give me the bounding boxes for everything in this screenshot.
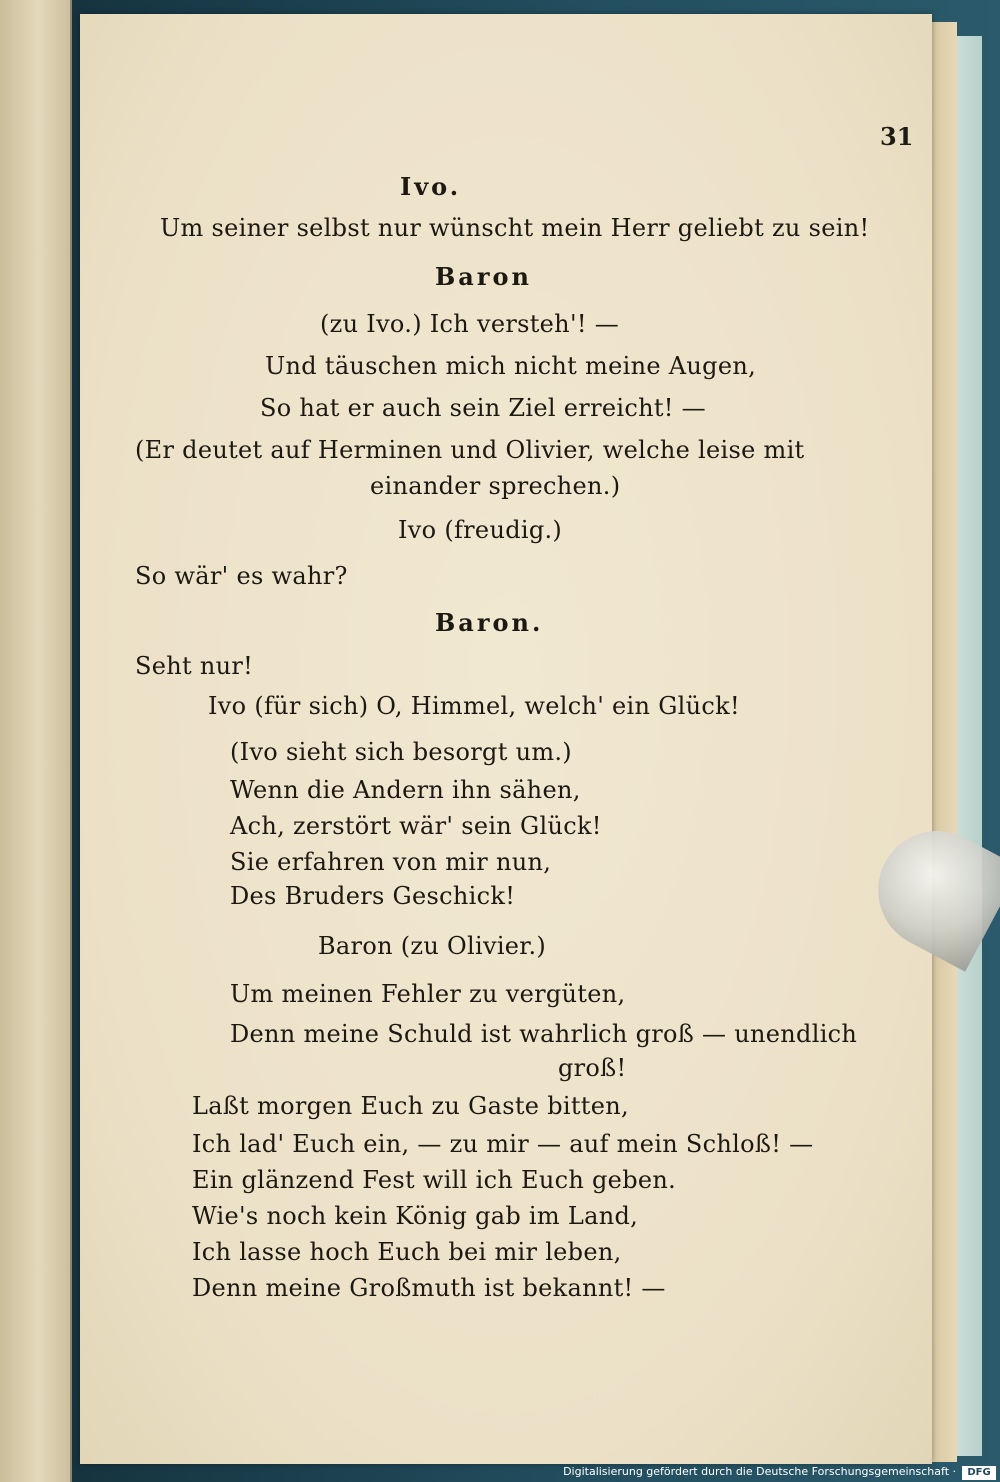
speaker-ivo: Ivo. bbox=[400, 172, 462, 201]
text-line: So wär' es wahr? bbox=[135, 562, 348, 590]
book-page bbox=[80, 14, 932, 1464]
stage-direction: (Er deutet auf Herminen und Olivier, welche leise mit bbox=[135, 436, 805, 464]
page-stack-edge-inner bbox=[930, 22, 957, 1462]
text-line: Ich lad' Euch ein, — zu mir — auf mein Schloß! — bbox=[192, 1130, 814, 1158]
left-page-edge bbox=[0, 0, 72, 1482]
text-line: Ivo (für sich) O, Himmel, welch' ein Glück! bbox=[208, 692, 740, 720]
speaker-baron: Baron. bbox=[435, 608, 544, 637]
text-line: Sie erfahren von mir nun, bbox=[230, 848, 552, 876]
text-line: Ein glänzend Fest will ich Euch geben. bbox=[192, 1166, 677, 1194]
stage-direction: einander sprechen.) bbox=[370, 472, 621, 500]
text-line: Ich lasse hoch Euch bei mir leben, bbox=[192, 1238, 622, 1266]
text-line: Seht nur! bbox=[135, 652, 254, 680]
dfg-logo: DFG bbox=[962, 1466, 996, 1480]
stage-direction: (Ivo sieht sich besorgt um.) bbox=[230, 738, 572, 766]
digitization-credit: Digitalisierung gefördert durch die Deutsche Forschungsgemeinschaft · bbox=[563, 1465, 956, 1478]
text-line: Des Bruders Geschick! bbox=[230, 882, 516, 910]
text-line: Denn meine Schuld ist wahrlich groß — unendlich bbox=[230, 1020, 858, 1048]
text-line: Um meinen Fehler zu vergüten, bbox=[230, 980, 626, 1008]
text-line: Ach, zerstört wär' sein Glück! bbox=[230, 812, 602, 840]
text-line: Wie's noch kein König gab im Land, bbox=[192, 1202, 639, 1230]
page-number: 31 bbox=[880, 122, 914, 151]
text-line: Um seiner selbst nur wünscht mein Herr geliebt zu sein! bbox=[160, 214, 870, 242]
text-line: Denn meine Großmuth ist bekannt! — bbox=[192, 1274, 666, 1302]
text-line: So hat er auch sein Ziel erreicht! — bbox=[260, 394, 706, 422]
speaker-baron: Baron (zu Olivier.) bbox=[318, 932, 547, 960]
text-line: Laßt morgen Euch zu Gaste bitten, bbox=[192, 1092, 629, 1120]
text-line: Und täuschen mich nicht meine Augen, bbox=[265, 352, 757, 380]
stage-direction: (zu Ivo.) Ich versteh'! — bbox=[320, 310, 620, 338]
text-line: groß! bbox=[558, 1054, 627, 1082]
speaker-baron: Baron bbox=[435, 262, 532, 291]
speaker-ivo: Ivo (freudig.) bbox=[398, 516, 563, 544]
text-line: Wenn die Andern ihn sähen, bbox=[230, 776, 581, 804]
